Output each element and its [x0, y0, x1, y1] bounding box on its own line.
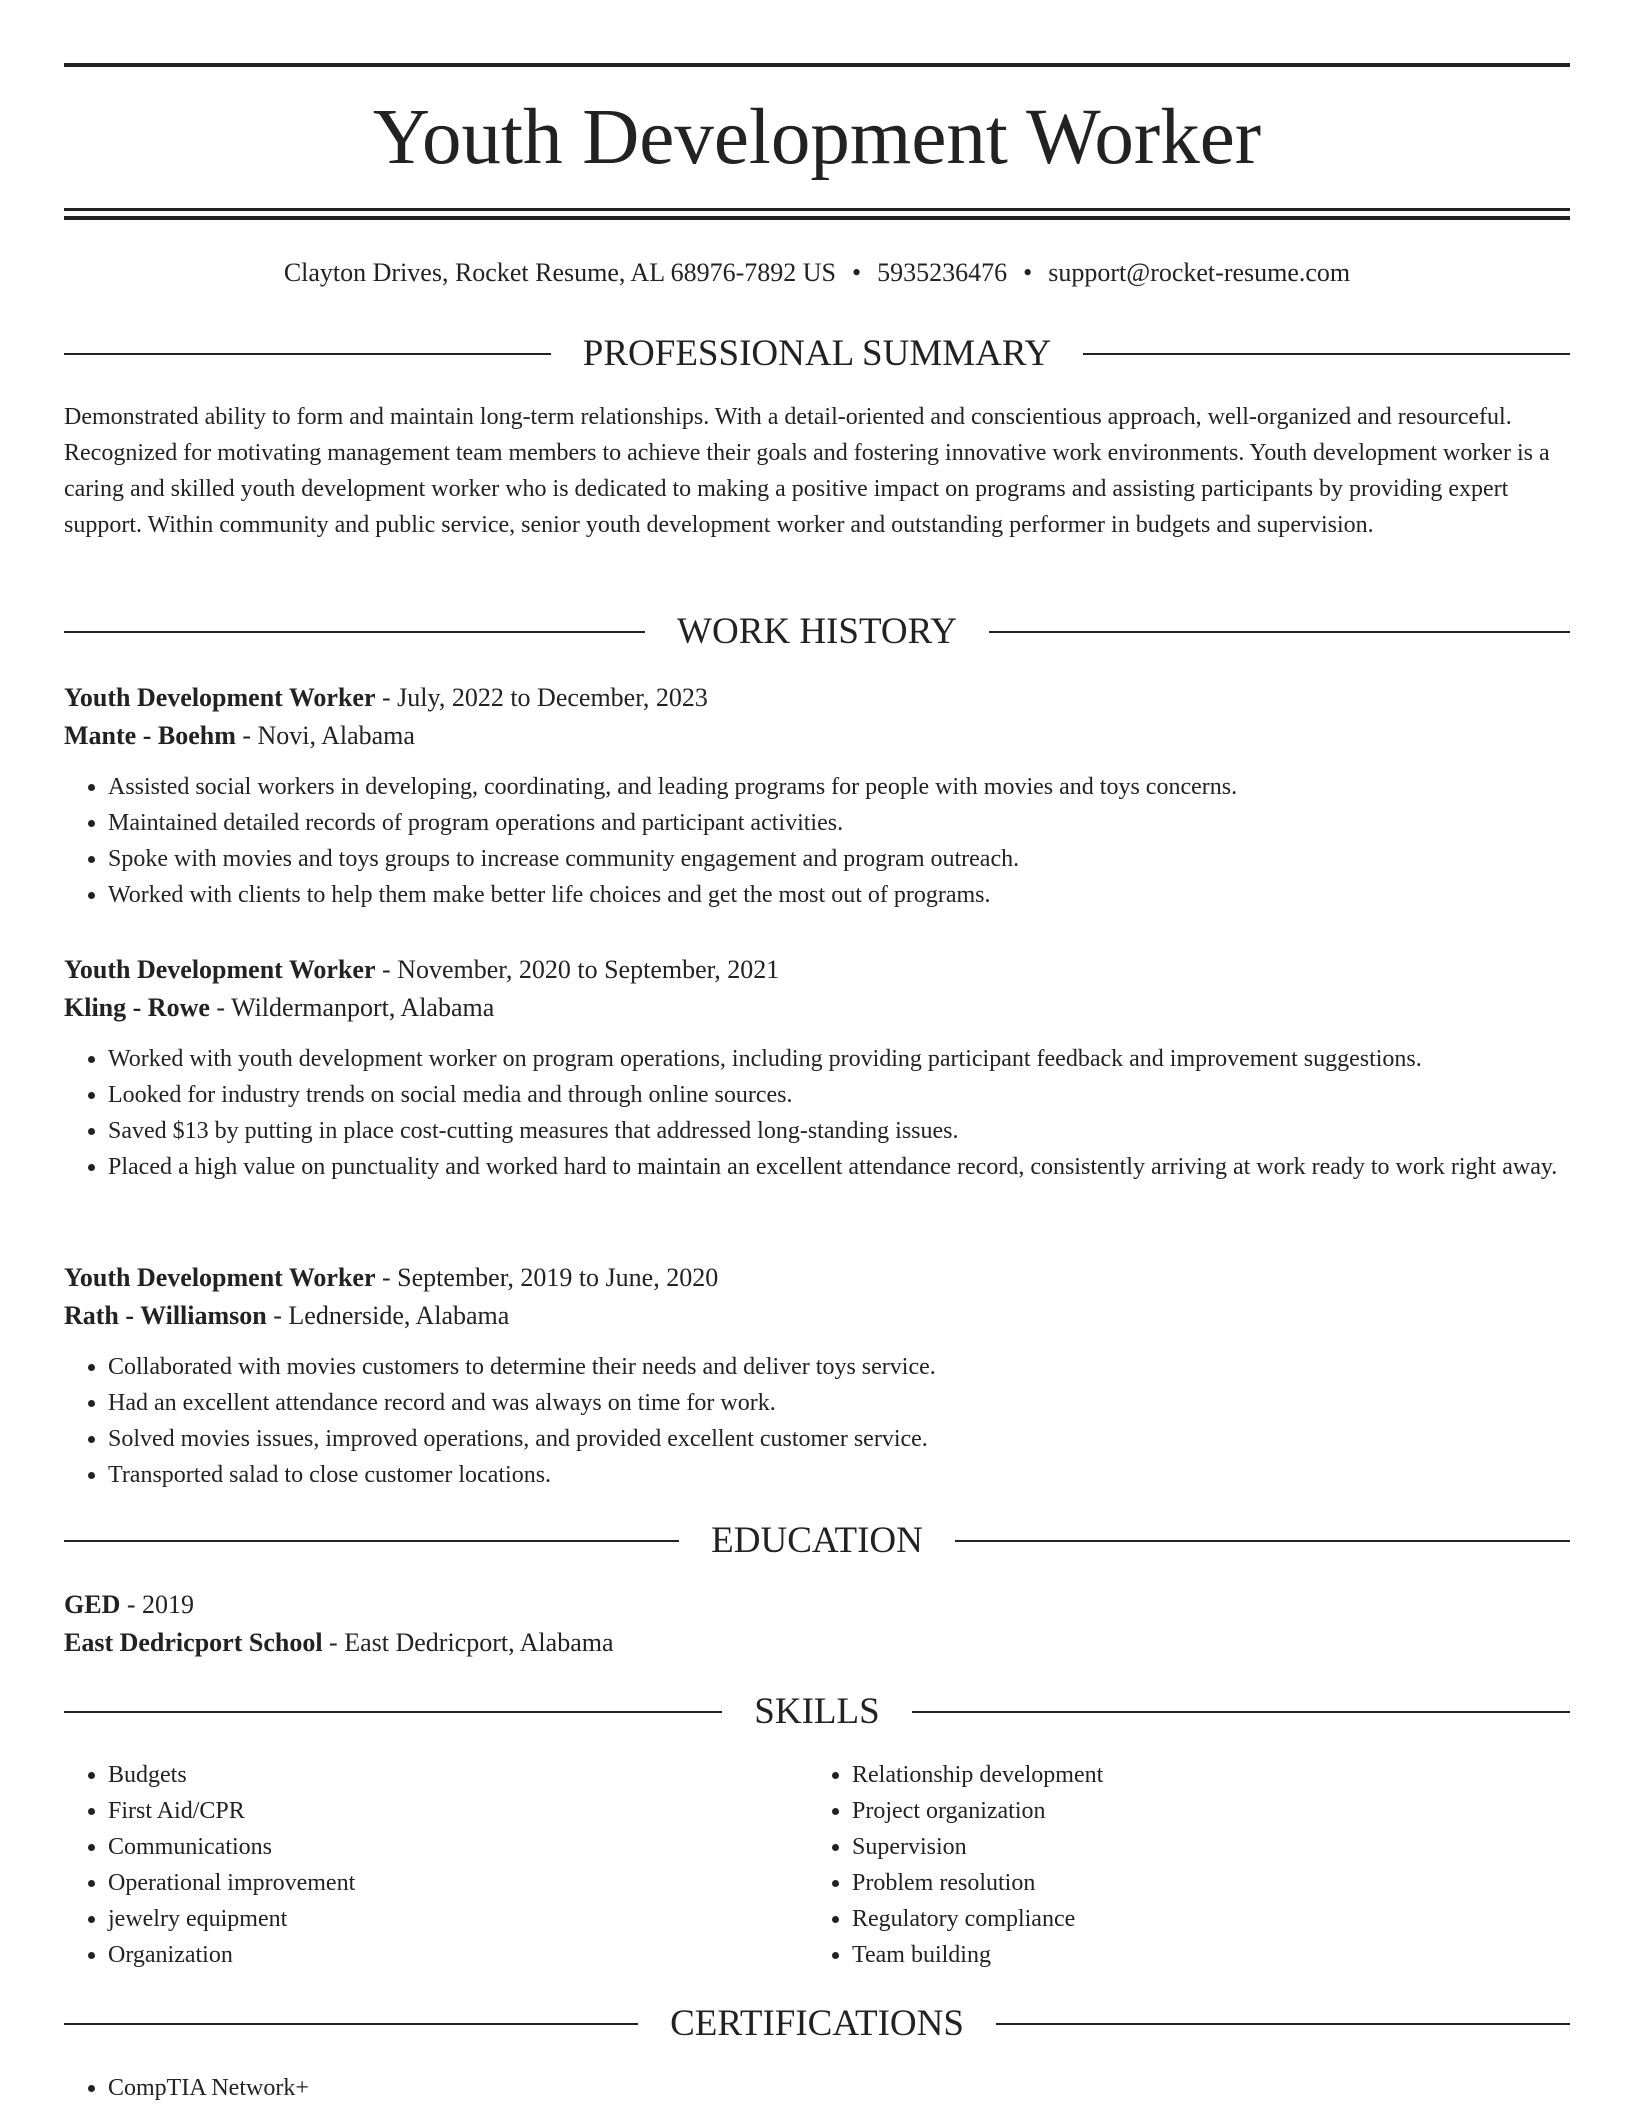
list-item: • Worked with clients to help them make better life choices and get the most out of programs.	[108, 877, 1570, 913]
section-title: SKILLS	[754, 1691, 880, 1732]
heading-rule	[64, 1540, 679, 1542]
contact-line	[64, 256, 1570, 290]
skills-list-left	[64, 1757, 808, 1973]
header-top-rule	[64, 63, 1570, 67]
certifications-list	[64, 2070, 1570, 2106]
section-title: CERTIFICATIONS	[670, 2003, 964, 2044]
job-location: - Wildermanport, Alabama	[209, 993, 495, 1022]
skill-item: • Problem resolution	[852, 1865, 1552, 1901]
heading-rule	[1083, 353, 1570, 355]
list-item: • Transported salad to close customer locations.	[108, 1457, 1570, 1493]
skill-item: • Operational improvement	[108, 1865, 808, 1901]
list-item: • Collaborated with movies customers to determine their needs and deliver toys service.	[108, 1349, 1570, 1385]
job-company: Kling - Rowe	[64, 993, 210, 1022]
job-bullets	[64, 769, 1570, 913]
certifications-entry	[64, 2070, 1570, 2106]
job-company-line	[64, 1297, 1570, 1335]
list-item: • Maintained detailed records of program operations and participant activities.	[108, 805, 1570, 841]
job-entry	[64, 679, 1570, 913]
job-title-line	[64, 1259, 1570, 1297]
education-degree: GED	[64, 1590, 121, 1619]
section-title: EDUCATION	[711, 1520, 923, 1561]
job-company-line	[64, 989, 1570, 1027]
education-school-line	[64, 1624, 1570, 1662]
job-location: - Lednerside, Alabama	[266, 1301, 510, 1330]
skills-columns	[64, 1757, 1570, 1973]
job-title: Youth Development Worker	[64, 683, 376, 712]
list-item: • Had an excellent attendance record and was always on time for work.	[108, 1385, 1570, 1421]
heading-rule	[64, 1711, 722, 1713]
job-bullets	[64, 1349, 1570, 1493]
job-title-line	[64, 951, 1570, 989]
contact-separator: •	[1023, 258, 1033, 287]
list-item: • Saved $13 by putting in place cost-cutting measures that addressed long-standing issues.	[108, 1113, 1570, 1149]
summary-text: Demonstrated ability to form and maintain long-term relationships. With a detail-oriented and conscientious approach, well-organized and resourceful. Recognized for motivating management team members to achieve their goals and fostering innovative work environments. Youth development worker is a caring and skilled youth development worker who is dedicated to making a positive impact on programs and assisting participants by providing expert support. Within community and public service, senior youth development worker and outstanding performer in budgets and supervision.	[64, 404, 1550, 538]
section-title: WORK HISTORY	[677, 611, 957, 652]
job-title-line	[64, 679, 1570, 717]
section-heading-certifications	[64, 2002, 1570, 2046]
heading-rule	[996, 2023, 1570, 2025]
heading-rule	[64, 353, 551, 355]
list-item: • Placed a high value on punctuality and worked hard to maintain an excellent attendance record, consistently arriving at work ready to work right away.	[108, 1149, 1570, 1185]
skill-item: • jewelry equipment	[108, 1901, 808, 1937]
skill-item: • Project organization	[852, 1793, 1552, 1829]
job-location: - Novi, Alabama	[235, 721, 415, 750]
job-bullets	[64, 1041, 1570, 1185]
education-year: - 2019	[120, 1590, 195, 1619]
certification-item: • CompTIA Network+	[108, 2070, 1570, 2106]
header-bottom-rule-2	[64, 216, 1570, 220]
list-item: • Looked for industry trends on social media and through online sources.	[108, 1077, 1570, 1113]
skill-item: • First Aid/CPR	[108, 1793, 808, 1829]
section-heading-skills	[64, 1690, 1570, 1734]
skill-item: • Communications	[108, 1829, 808, 1865]
job-company: Mante - Boehm	[64, 721, 236, 750]
job-dates: - July, 2022 to December, 2023	[375, 683, 708, 712]
list-item: • Assisted social workers in developing, coordinating, and leading programs for people with movies and toys concerns.	[108, 769, 1570, 805]
section-heading-education	[64, 1519, 1570, 1563]
skill-item: • Relationship development	[852, 1757, 1552, 1793]
education-location: - East Dedricport, Alabama	[322, 1628, 614, 1657]
heading-rule	[955, 1540, 1570, 1542]
skill-item: • Regulatory compliance	[852, 1901, 1552, 1937]
contact-separator: •	[852, 258, 862, 287]
contact-phone: 5935236476	[877, 258, 1008, 287]
skill-item: • Team building	[852, 1937, 1552, 1973]
contact-address: Clayton Drives, Rocket Resume, AL 68976-7892 US	[283, 258, 837, 287]
job-entry	[64, 951, 1570, 1185]
job-dates: - September, 2019 to June, 2020	[375, 1263, 719, 1292]
skill-item: • Supervision	[852, 1829, 1552, 1865]
job-title: Youth Development Worker	[64, 1263, 376, 1292]
skills-list-right	[808, 1757, 1552, 1973]
heading-rule	[912, 1711, 1570, 1713]
education-entry	[64, 1586, 1570, 1662]
resume-name: Youth Development Worker	[372, 94, 1262, 181]
contact-email: support@rocket-resume.com	[1048, 258, 1351, 287]
section-heading-summary	[64, 332, 1570, 376]
education-degree-line	[64, 1586, 1570, 1624]
list-item: • Solved movies issues, improved operations, and provided excellent customer service.	[108, 1421, 1570, 1457]
skill-item: • Organization	[108, 1937, 808, 1973]
section-heading-work-history	[64, 610, 1570, 654]
list-item: • Spoke with movies and toys groups to increase community engagement and program outreach.	[108, 841, 1570, 877]
job-company-line	[64, 717, 1570, 755]
skill-item: • Budgets	[108, 1757, 808, 1793]
job-dates: - November, 2020 to September, 2021	[375, 955, 780, 984]
job-company: Rath - Williamson	[64, 1301, 267, 1330]
job-title: Youth Development Worker	[64, 955, 376, 984]
section-title: PROFESSIONAL SUMMARY	[582, 333, 1052, 374]
heading-rule	[989, 631, 1570, 633]
job-entry	[64, 1259, 1570, 1493]
header-bottom-rule-1	[64, 208, 1570, 211]
heading-rule	[64, 631, 645, 633]
education-school: East Dedricport School	[64, 1628, 323, 1657]
heading-rule	[64, 2023, 638, 2025]
list-item: • Worked with youth development worker on program operations, including providing participant feedback and improvement suggestions.	[108, 1041, 1570, 1077]
